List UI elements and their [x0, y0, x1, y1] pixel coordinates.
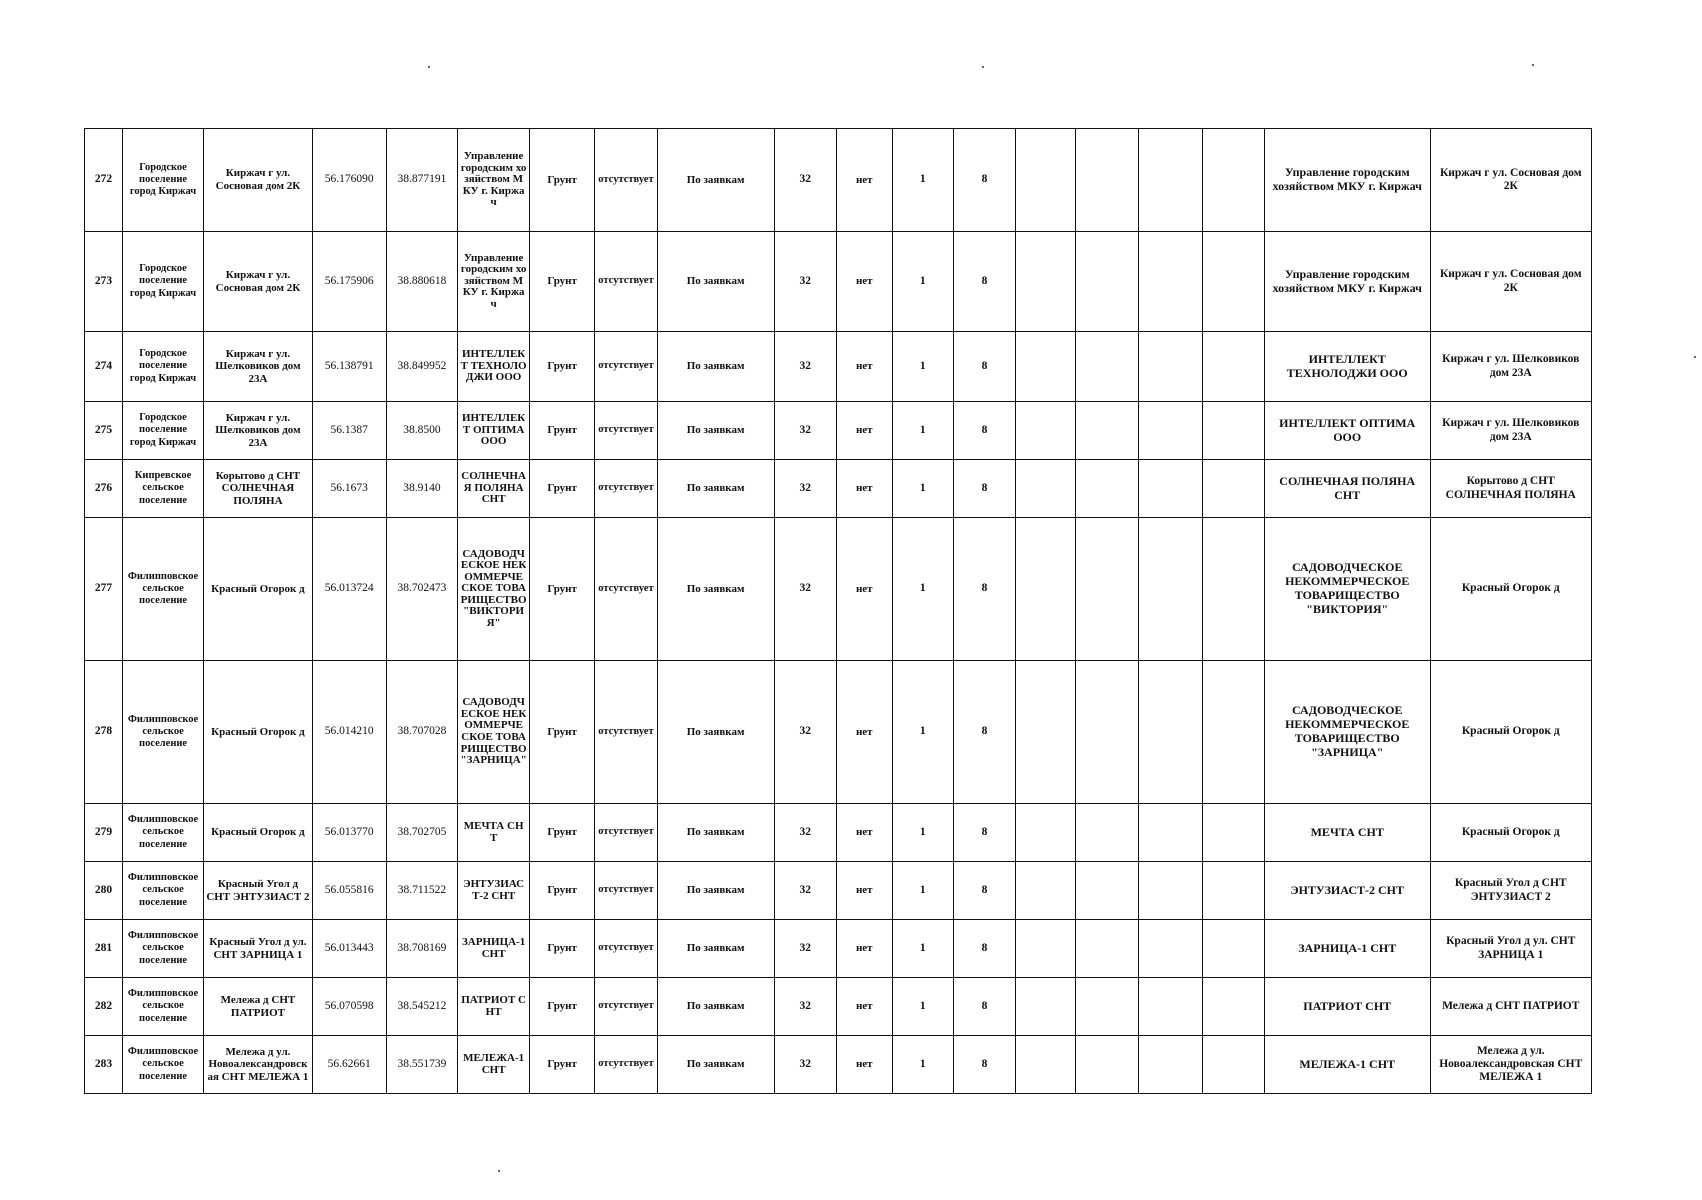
- cell-volume: 32: [774, 862, 836, 920]
- cell-container-capacity: 8: [953, 129, 1015, 232]
- scan-speck: [498, 1170, 500, 1172]
- cell-owner-address: Мележа д СНТ ПАТРИОТ: [1430, 978, 1592, 1036]
- cell-organization: Управление городским хозяйством МКУ г. Киржач: [458, 232, 530, 332]
- cell-separate-collection: нет: [836, 232, 892, 332]
- cell-surface: Грунт: [529, 402, 594, 460]
- cell-schedule: По заявкам: [657, 1036, 774, 1094]
- cell-empty: [1076, 978, 1139, 1036]
- cell-latitude: 56.1387: [312, 402, 386, 460]
- cell-organization: ПАТРИОТ СНТ: [458, 978, 530, 1036]
- cell-fence: отсутствует: [595, 804, 657, 862]
- cell-empty: [1202, 1036, 1264, 1094]
- table-row: [85, 862, 1592, 920]
- scan-speck: [982, 66, 984, 68]
- cell-empty: [1076, 920, 1139, 978]
- cell-latitude: 56.013724: [312, 518, 386, 661]
- cell-separate-collection: нет: [836, 661, 892, 804]
- cell-empty: [1202, 460, 1264, 518]
- cell-address: Киржач г ул. Шелковиков дом 23А: [204, 332, 313, 402]
- cell-address: Корытово д СНТ СОЛНЕЧНАЯ ПОЛЯНА: [204, 460, 313, 518]
- cell-row-number: 279: [85, 804, 123, 862]
- cell-container-capacity: 8: [953, 661, 1015, 804]
- cell-address: Красный Угол д ул. СНТ ЗАРНИЦА 1: [204, 920, 313, 978]
- cell-owner: Управление городским хозяйством МКУ г. Киржач: [1264, 232, 1430, 332]
- cell-address: Красный Огорок д: [204, 804, 313, 862]
- cell-surface: Грунт: [529, 920, 594, 978]
- cell-empty: [1076, 402, 1139, 460]
- cell-row-number: 277: [85, 518, 123, 661]
- table-row: [85, 804, 1592, 862]
- cell-longitude: 38.702473: [386, 518, 458, 661]
- cell-empty: [1202, 804, 1264, 862]
- cell-row-number: 283: [85, 1036, 123, 1094]
- cell-owner: СОЛНЕЧНАЯ ПОЛЯНА СНТ: [1264, 460, 1430, 518]
- cell-empty: [1076, 862, 1139, 920]
- cell-longitude: 38.708169: [386, 920, 458, 978]
- cell-volume: 32: [774, 1036, 836, 1094]
- cell-empty: [1139, 862, 1202, 920]
- cell-empty: [1202, 402, 1264, 460]
- cell-empty: [1016, 402, 1076, 460]
- cell-owner-address: Красный Угол д СНТ ЭНТУЗИАСТ 2: [1430, 862, 1592, 920]
- cell-volume: 32: [774, 661, 836, 804]
- cell-schedule: По заявкам: [657, 332, 774, 402]
- cell-longitude: 38.849952: [386, 332, 458, 402]
- cell-owner: ЭНТУЗИАСТ-2 СНТ: [1264, 862, 1430, 920]
- cell-container-capacity: 8: [953, 232, 1015, 332]
- cell-empty: [1076, 518, 1139, 661]
- cell-owner: МЕЛЕЖА-1 СНТ: [1264, 1036, 1430, 1094]
- cell-organization: МЕЧТА СНТ: [458, 804, 530, 862]
- cell-owner: САДОВОДЧЕСКОЕ НЕКОММЕРЧЕСКОЕ ТОВАРИЩЕСТВО "ВИКТОРИЯ": [1264, 518, 1430, 661]
- cell-empty: [1016, 862, 1076, 920]
- cell-address: Киржач г ул. Сосновая дом 2К: [204, 232, 313, 332]
- cell-empty: [1016, 804, 1076, 862]
- cell-owner-address: Красный Огорок д: [1430, 518, 1592, 661]
- cell-owner: МЕЧТА СНТ: [1264, 804, 1430, 862]
- cell-address: Мележа д СНТ ПАТРИОТ: [204, 978, 313, 1036]
- cell-empty: [1139, 661, 1202, 804]
- cell-volume: 32: [774, 332, 836, 402]
- cell-separate-collection: нет: [836, 804, 892, 862]
- table-row: [85, 129, 1592, 232]
- scan-speck: [1532, 64, 1534, 66]
- cell-latitude: 56.070598: [312, 978, 386, 1036]
- cell-empty: [1139, 978, 1202, 1036]
- cell-owner-address: Киржач г ул. Шелковиков дом 23А: [1430, 332, 1592, 402]
- cell-municipality: Филипповское сельское поселение: [122, 920, 203, 978]
- cell-fence: отсутствует: [595, 978, 657, 1036]
- table-row: [85, 661, 1592, 804]
- cell-latitude: 56.175906: [312, 232, 386, 332]
- cell-longitude: 38.707028: [386, 661, 458, 804]
- cell-empty: [1202, 332, 1264, 402]
- cell-owner-address: Красный Огорок д: [1430, 804, 1592, 862]
- cell-schedule: По заявкам: [657, 518, 774, 661]
- cell-fence: отсутствует: [595, 332, 657, 402]
- table-row: [85, 460, 1592, 518]
- cell-longitude: 38.877191: [386, 129, 458, 232]
- cell-separate-collection: нет: [836, 332, 892, 402]
- cell-municipality: Филипповское сельское поселение: [122, 804, 203, 862]
- cell-container-count: 1: [892, 232, 953, 332]
- cell-empty: [1202, 862, 1264, 920]
- cell-container-capacity: 8: [953, 920, 1015, 978]
- cell-address: Мележа д ул. Новоалександровская СНТ МЕЛЕЖА 1: [204, 1036, 313, 1094]
- cell-schedule: По заявкам: [657, 862, 774, 920]
- cell-empty: [1016, 920, 1076, 978]
- cell-volume: 32: [774, 129, 836, 232]
- cell-municipality: Филипповское сельское поселение: [122, 978, 203, 1036]
- cell-container-count: 1: [892, 661, 953, 804]
- cell-latitude: 56.013770: [312, 804, 386, 862]
- cell-owner: ПАТРИОТ СНТ: [1264, 978, 1430, 1036]
- cell-schedule: По заявкам: [657, 129, 774, 232]
- cell-organization: ЗАРНИЦА-1 СНТ: [458, 920, 530, 978]
- cell-fence: отсутствует: [595, 661, 657, 804]
- cell-container-count: 1: [892, 518, 953, 661]
- cell-longitude: 38.702705: [386, 804, 458, 862]
- cell-address: Красный Огорок д: [204, 518, 313, 661]
- cell-empty: [1139, 518, 1202, 661]
- scan-speck: [428, 66, 430, 68]
- cell-row-number: 281: [85, 920, 123, 978]
- cell-schedule: По заявкам: [657, 460, 774, 518]
- cell-container-count: 1: [892, 402, 953, 460]
- cell-empty: [1016, 978, 1076, 1036]
- cell-separate-collection: нет: [836, 862, 892, 920]
- table-row: [85, 332, 1592, 402]
- cell-municipality: Филипповское сельское поселение: [122, 518, 203, 661]
- cell-municipality: Городское поселение город Киржач: [122, 332, 203, 402]
- cell-empty: [1202, 232, 1264, 332]
- cell-volume: 32: [774, 804, 836, 862]
- cell-empty: [1139, 1036, 1202, 1094]
- cell-volume: 32: [774, 978, 836, 1036]
- cell-schedule: По заявкам: [657, 978, 774, 1036]
- cell-container-capacity: 8: [953, 518, 1015, 661]
- cell-container-capacity: 8: [953, 862, 1015, 920]
- cell-empty: [1016, 129, 1076, 232]
- cell-owner-address: Киржач г ул. Шелковиков дом 23А: [1430, 402, 1592, 460]
- cell-container-capacity: 8: [953, 978, 1015, 1036]
- cell-empty: [1139, 460, 1202, 518]
- cell-owner-address: Киржач г ул. Сосновая дом 2К: [1430, 232, 1592, 332]
- cell-empty: [1076, 232, 1139, 332]
- cell-empty: [1076, 661, 1139, 804]
- cell-container-capacity: 8: [953, 1036, 1015, 1094]
- table-row: [85, 518, 1592, 661]
- cell-empty: [1016, 1036, 1076, 1094]
- cell-volume: 32: [774, 232, 836, 332]
- cell-longitude: 38.551739: [386, 1036, 458, 1094]
- cell-latitude: 56.1673: [312, 460, 386, 518]
- cell-container-count: 1: [892, 804, 953, 862]
- cell-surface: Грунт: [529, 518, 594, 661]
- cell-empty: [1139, 129, 1202, 232]
- cell-longitude: 38.8500: [386, 402, 458, 460]
- cell-empty: [1202, 920, 1264, 978]
- cell-owner: ИНТЕЛЛЕКТ ТЕХНОЛОДЖИ ООО: [1264, 332, 1430, 402]
- registry-table: [84, 128, 1592, 1094]
- cell-empty: [1139, 804, 1202, 862]
- cell-owner-address: Красный Огорок д: [1430, 661, 1592, 804]
- cell-organization: ИНТЕЛЛЕКТ ТЕХНОЛОДЖИ ООО: [458, 332, 530, 402]
- cell-organization: МЕЛЕЖА-1 СНТ: [458, 1036, 530, 1094]
- cell-container-capacity: 8: [953, 402, 1015, 460]
- cell-separate-collection: нет: [836, 920, 892, 978]
- cell-schedule: По заявкам: [657, 232, 774, 332]
- scan-speck: [1694, 356, 1696, 358]
- cell-row-number: 276: [85, 460, 123, 518]
- cell-empty: [1139, 332, 1202, 402]
- table-row: [85, 920, 1592, 978]
- cell-separate-collection: нет: [836, 129, 892, 232]
- cell-fence: отсутствует: [595, 920, 657, 978]
- cell-organization: СОЛНЕЧНАЯ ПОЛЯНА СНТ: [458, 460, 530, 518]
- cell-schedule: По заявкам: [657, 402, 774, 460]
- cell-longitude: 38.711522: [386, 862, 458, 920]
- cell-municipality: Филипповское сельское поселение: [122, 661, 203, 804]
- cell-surface: Грунт: [529, 129, 594, 232]
- cell-address: Киржач г ул. Шелковиков дом 23А: [204, 402, 313, 460]
- cell-longitude: 38.880618: [386, 232, 458, 332]
- cell-schedule: По заявкам: [657, 804, 774, 862]
- cell-empty: [1139, 920, 1202, 978]
- cell-owner: ИНТЕЛЛЕКТ ОПТИМА ООО: [1264, 402, 1430, 460]
- cell-longitude: 38.545212: [386, 978, 458, 1036]
- cell-municipality: Филипповское сельское поселение: [122, 1036, 203, 1094]
- table-body: [85, 129, 1592, 1094]
- cell-empty: [1076, 332, 1139, 402]
- table-row: [85, 232, 1592, 332]
- cell-organization: САДОВОДЧЕСКОЕ НЕКОММЕРЧЕСКОЕ ТОВАРИЩЕСТВО "ВИКТОРИЯ": [458, 518, 530, 661]
- cell-address: Красный Огорок д: [204, 661, 313, 804]
- cell-container-count: 1: [892, 129, 953, 232]
- cell-container-count: 1: [892, 460, 953, 518]
- cell-surface: Грунт: [529, 978, 594, 1036]
- cell-organization: ЭНТУЗИАСТ-2 СНТ: [458, 862, 530, 920]
- cell-municipality: Городское поселение город Киржач: [122, 402, 203, 460]
- cell-empty: [1202, 129, 1264, 232]
- cell-container-capacity: 8: [953, 460, 1015, 518]
- cell-municipality: Городское поселение город Киржач: [122, 232, 203, 332]
- cell-surface: Грунт: [529, 332, 594, 402]
- cell-empty: [1076, 1036, 1139, 1094]
- cell-volume: 32: [774, 518, 836, 661]
- cell-fence: отсутствует: [595, 862, 657, 920]
- table-row: [85, 978, 1592, 1036]
- cell-row-number: 278: [85, 661, 123, 804]
- cell-surface: Грунт: [529, 862, 594, 920]
- cell-row-number: 274: [85, 332, 123, 402]
- cell-empty: [1202, 518, 1264, 661]
- cell-owner: Управление городским хозяйством МКУ г. Киржач: [1264, 129, 1430, 232]
- cell-owner-address: Корытово д СНТ СОЛНЕЧНАЯ ПОЛЯНА: [1430, 460, 1592, 518]
- cell-row-number: 273: [85, 232, 123, 332]
- cell-row-number: 275: [85, 402, 123, 460]
- cell-empty: [1202, 978, 1264, 1036]
- cell-fence: отсутствует: [595, 402, 657, 460]
- cell-municipality: Филипповское сельское поселение: [122, 862, 203, 920]
- cell-container-count: 1: [892, 1036, 953, 1094]
- cell-volume: 32: [774, 460, 836, 518]
- cell-owner-address: Киржач г ул. Сосновая дом 2К: [1430, 129, 1592, 232]
- cell-empty: [1076, 129, 1139, 232]
- cell-latitude: 56.055816: [312, 862, 386, 920]
- cell-container-capacity: 8: [953, 332, 1015, 402]
- cell-latitude: 56.138791: [312, 332, 386, 402]
- cell-fence: отсутствует: [595, 1036, 657, 1094]
- cell-empty: [1139, 232, 1202, 332]
- cell-owner-address: Мележа д ул. Новоалександровская СНТ МЕЛЕЖА 1: [1430, 1036, 1592, 1094]
- cell-separate-collection: нет: [836, 460, 892, 518]
- cell-empty: [1076, 460, 1139, 518]
- cell-owner: САДОВОДЧЕСКОЕ НЕКОММЕРЧЕСКОЕ ТОВАРИЩЕСТВО "ЗАРНИЦА": [1264, 661, 1430, 804]
- cell-fence: отсутствует: [595, 129, 657, 232]
- cell-schedule: По заявкам: [657, 661, 774, 804]
- cell-municipality: Кипревское сельское поселение: [122, 460, 203, 518]
- cell-latitude: 56.014210: [312, 661, 386, 804]
- cell-address: Киржач г ул. Сосновая дом 2К: [204, 129, 313, 232]
- cell-container-count: 1: [892, 920, 953, 978]
- cell-empty: [1016, 661, 1076, 804]
- cell-empty: [1016, 232, 1076, 332]
- cell-container-count: 1: [892, 862, 953, 920]
- cell-longitude: 38.9140: [386, 460, 458, 518]
- cell-municipality: Городское поселение город Киржач: [122, 129, 203, 232]
- cell-separate-collection: нет: [836, 402, 892, 460]
- cell-volume: 32: [774, 402, 836, 460]
- cell-schedule: По заявкам: [657, 920, 774, 978]
- cell-container-capacity: 8: [953, 804, 1015, 862]
- cell-empty: [1139, 402, 1202, 460]
- cell-owner-address: Красный Угол д ул. СНТ ЗАРНИЦА 1: [1430, 920, 1592, 978]
- cell-separate-collection: нет: [836, 1036, 892, 1094]
- cell-fence: отсутствует: [595, 460, 657, 518]
- cell-organization: САДОВОДЧЕСКОЕ НЕКОММЕРЧЕСКОЕ ТОВАРИЩЕСТВО "ЗАРНИЦА": [458, 661, 530, 804]
- cell-container-count: 1: [892, 978, 953, 1036]
- cell-empty: [1016, 460, 1076, 518]
- cell-fence: отсутствует: [595, 518, 657, 661]
- cell-row-number: 280: [85, 862, 123, 920]
- cell-latitude: 56.176090: [312, 129, 386, 232]
- cell-empty: [1016, 332, 1076, 402]
- cell-empty: [1016, 518, 1076, 661]
- cell-latitude: 56.62661: [312, 1036, 386, 1094]
- cell-fence: отсутствует: [595, 232, 657, 332]
- cell-surface: Грунт: [529, 232, 594, 332]
- cell-organization: Управление городским хозяйством МКУ г. Киржач: [458, 129, 530, 232]
- cell-surface: Грунт: [529, 661, 594, 804]
- cell-organization: ИНТЕЛЛЕКТ ОПТИМА ООО: [458, 402, 530, 460]
- cell-surface: Грунт: [529, 460, 594, 518]
- cell-separate-collection: нет: [836, 518, 892, 661]
- cell-owner: ЗАРНИЦА-1 СНТ: [1264, 920, 1430, 978]
- cell-surface: Грунт: [529, 1036, 594, 1094]
- cell-empty: [1076, 804, 1139, 862]
- cell-row-number: 282: [85, 978, 123, 1036]
- table-row: [85, 402, 1592, 460]
- table-row: [85, 1036, 1592, 1094]
- cell-latitude: 56.013443: [312, 920, 386, 978]
- cell-empty: [1202, 661, 1264, 804]
- cell-row-number: 272: [85, 129, 123, 232]
- cell-address: Красный Угол д СНТ ЭНТУЗИАСТ 2: [204, 862, 313, 920]
- cell-container-count: 1: [892, 332, 953, 402]
- cell-volume: 32: [774, 920, 836, 978]
- cell-surface: Грунт: [529, 804, 594, 862]
- cell-separate-collection: нет: [836, 978, 892, 1036]
